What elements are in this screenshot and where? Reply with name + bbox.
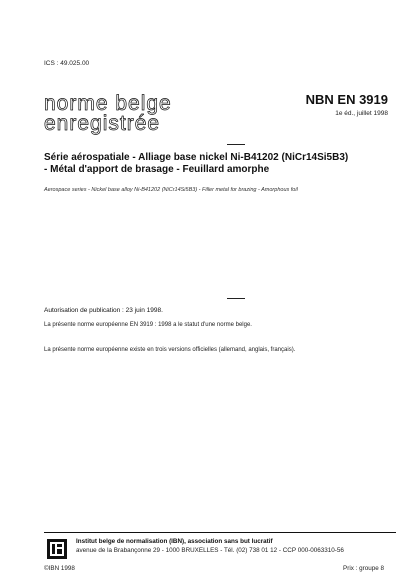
versions-paragraph: La présente norme européenne existe en trois versions officielles (allemand, anglais, français). [44, 347, 296, 353]
standard-number: NBN EN 3919 [305, 92, 388, 107]
english-title: Aerospace series - Nickel base alloy Ni-B41202 (NiCr14Si5B3) - Filler metal for brazing - Amorphous foil [44, 187, 298, 193]
main-title-line-1: Série aérospatiale - Alliage base nickel Ni-B41202 (NiCr14Si5B3) [44, 152, 349, 163]
price-group: Prix : groupe 8 [343, 565, 384, 572]
institute-name: Institut belge de normalisation (IBN), association sans but lucratif [76, 538, 273, 545]
footer-divider [44, 532, 396, 533]
title-line-1: norme belge [44, 92, 172, 115]
ibn-logo-icon [46, 538, 68, 560]
document-type-title [44, 94, 214, 134]
main-title-line-2: - Métal d'apport de brasage - Feuillard amorphe [44, 164, 270, 175]
edition-date: 1e éd., juillet 1998 [335, 110, 388, 117]
copyright-code: ©IBN 1998 [44, 565, 75, 572]
status-paragraph: La présente norme européenne EN 3919 : 1998 a le statut d'une norme belge. [44, 322, 252, 328]
divider-middle [227, 298, 245, 299]
title-line-2: enregistrée [44, 112, 161, 135]
ics-code: ICS : 49.025.00 [44, 60, 90, 67]
main-title [44, 152, 390, 176]
publication-authorization: Autorisation de publication : 23 juin 1998. [44, 307, 163, 314]
divider-top [227, 144, 245, 145]
institute-address: avenue de la Brabançonne 29 - 1000 BRUXELLES - Tél. (02) 738 01 12 - CCP 000-0063310-56 [76, 547, 344, 554]
